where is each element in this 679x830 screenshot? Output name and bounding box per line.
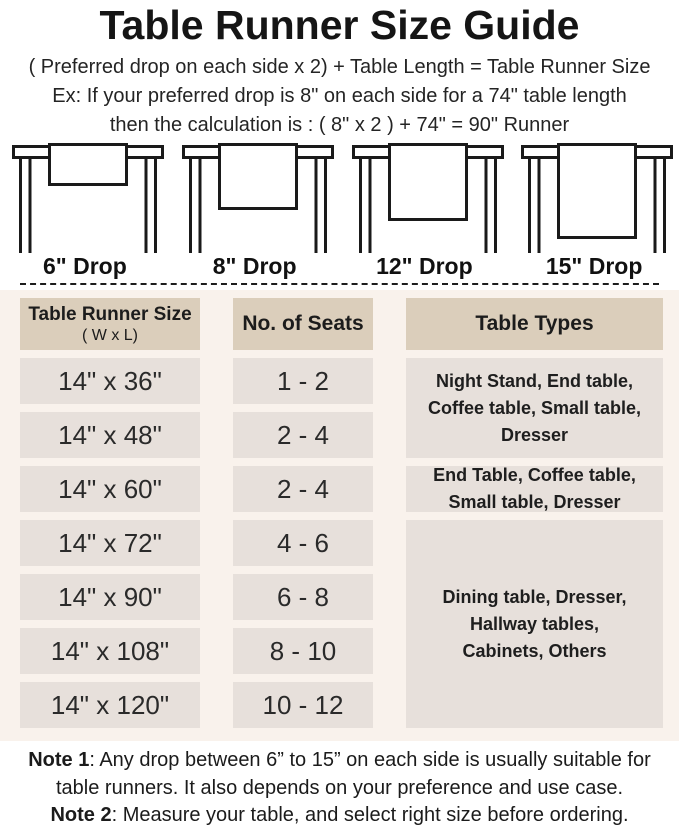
note-1-text-line2: table runners. It also depends on your preference and use case. [55,776,624,799]
formula-line-3: then the calculation is : ( 8" x 2 ) + 74" = 90" Runner [109,114,570,136]
seats-cell [233,574,373,620]
seats-cell [233,628,373,674]
seats-value: 2 - 4 [276,473,330,504]
table-types-cell [406,358,663,458]
seats-cell [233,358,373,404]
size-cell [20,358,200,404]
seats-value: 2 - 4 [276,419,330,450]
header-no-of-seats-label: No. of Seats [242,312,364,335]
note-1-label: Note 1 [28,749,90,771]
drop-diagram-6in [0,143,170,280]
drop-diagram-8in [170,143,340,280]
seats-value: 4 - 6 [276,527,330,558]
drop-label: 15" Drop [545,253,643,279]
seats-cell [233,466,373,512]
note-1-text-line1: : Any drop between 6” to 15” on each side is usually suitable for [89,749,651,771]
formula-line-2: Ex: If your preferred drop is 8" on each side for a 74" table length [52,85,627,107]
header-table-types [406,298,663,350]
size-value: 14" x 72" [58,527,162,558]
note-1 [0,747,679,775]
drop-diagrams-row [0,143,679,280]
drop-label: 8" Drop [212,253,297,279]
drop-diagram-15in [509,143,679,280]
table-types-text: Dining table, Dresser, Hallway tables, Cabinets, Others [442,586,627,661]
seats-cell [233,412,373,458]
dashed-divider [20,283,659,285]
table-types-cell [406,520,663,728]
formula-block [0,53,679,140]
seats-cell [233,682,373,728]
header-no-of-seats [233,298,373,350]
page-title: Table Runner Size Guide [99,2,580,48]
size-guide-table [0,290,679,741]
header-runner-size [20,298,200,350]
size-cell [20,520,200,566]
header-table-types-label: Table Types [475,312,594,335]
seats-value: 6 - 8 [276,581,330,612]
size-value: 14" x 120" [50,689,170,720]
drop-label: 6" Drop [43,253,127,279]
header-runner-size-sub: ( W x L) [82,327,138,344]
notes-block [0,747,679,830]
note-1-line2 [0,775,679,803]
note-2-label: Note 2 [50,804,112,826]
size-value: 14" x 48" [58,419,162,450]
size-cell [20,466,200,512]
size-value: 14" x 90" [58,581,162,612]
seats-value: 1 - 2 [276,365,330,396]
drop-diagram-12in [340,143,510,280]
drop-label: 12" Drop [376,253,473,279]
note-2 [0,802,679,830]
size-cell [20,682,200,728]
table-with-runner-illustration [0,143,170,253]
table-with-runner-illustration [509,143,679,253]
size-value: 14" x 36" [58,365,162,396]
table-types-cell [406,466,663,512]
size-value: 14" x 108" [50,635,170,666]
size-cell [20,574,200,620]
seats-value: 8 - 10 [269,635,337,666]
seats-value: 10 - 12 [262,689,344,720]
size-cell [20,628,200,674]
size-value: 14" x 60" [58,473,162,504]
header-runner-size-title: Table Runner Size [28,304,192,325]
seats-cell [233,520,373,566]
note-2-text: : Measure your table, and select right size before ordering. [111,804,629,826]
table-types-text: End Table, Coffee table, Small table, Dresser [433,465,636,512]
table-types-text: Night Stand, End table, Coffee table, Small table, Dresser [427,370,642,445]
table-with-runner-illustration [340,143,510,253]
size-cell [20,412,200,458]
formula-line-1: ( Preferred drop on each side x 2) + Table Length = Table Runner Size [28,56,651,78]
table-with-runner-illustration [170,143,340,253]
